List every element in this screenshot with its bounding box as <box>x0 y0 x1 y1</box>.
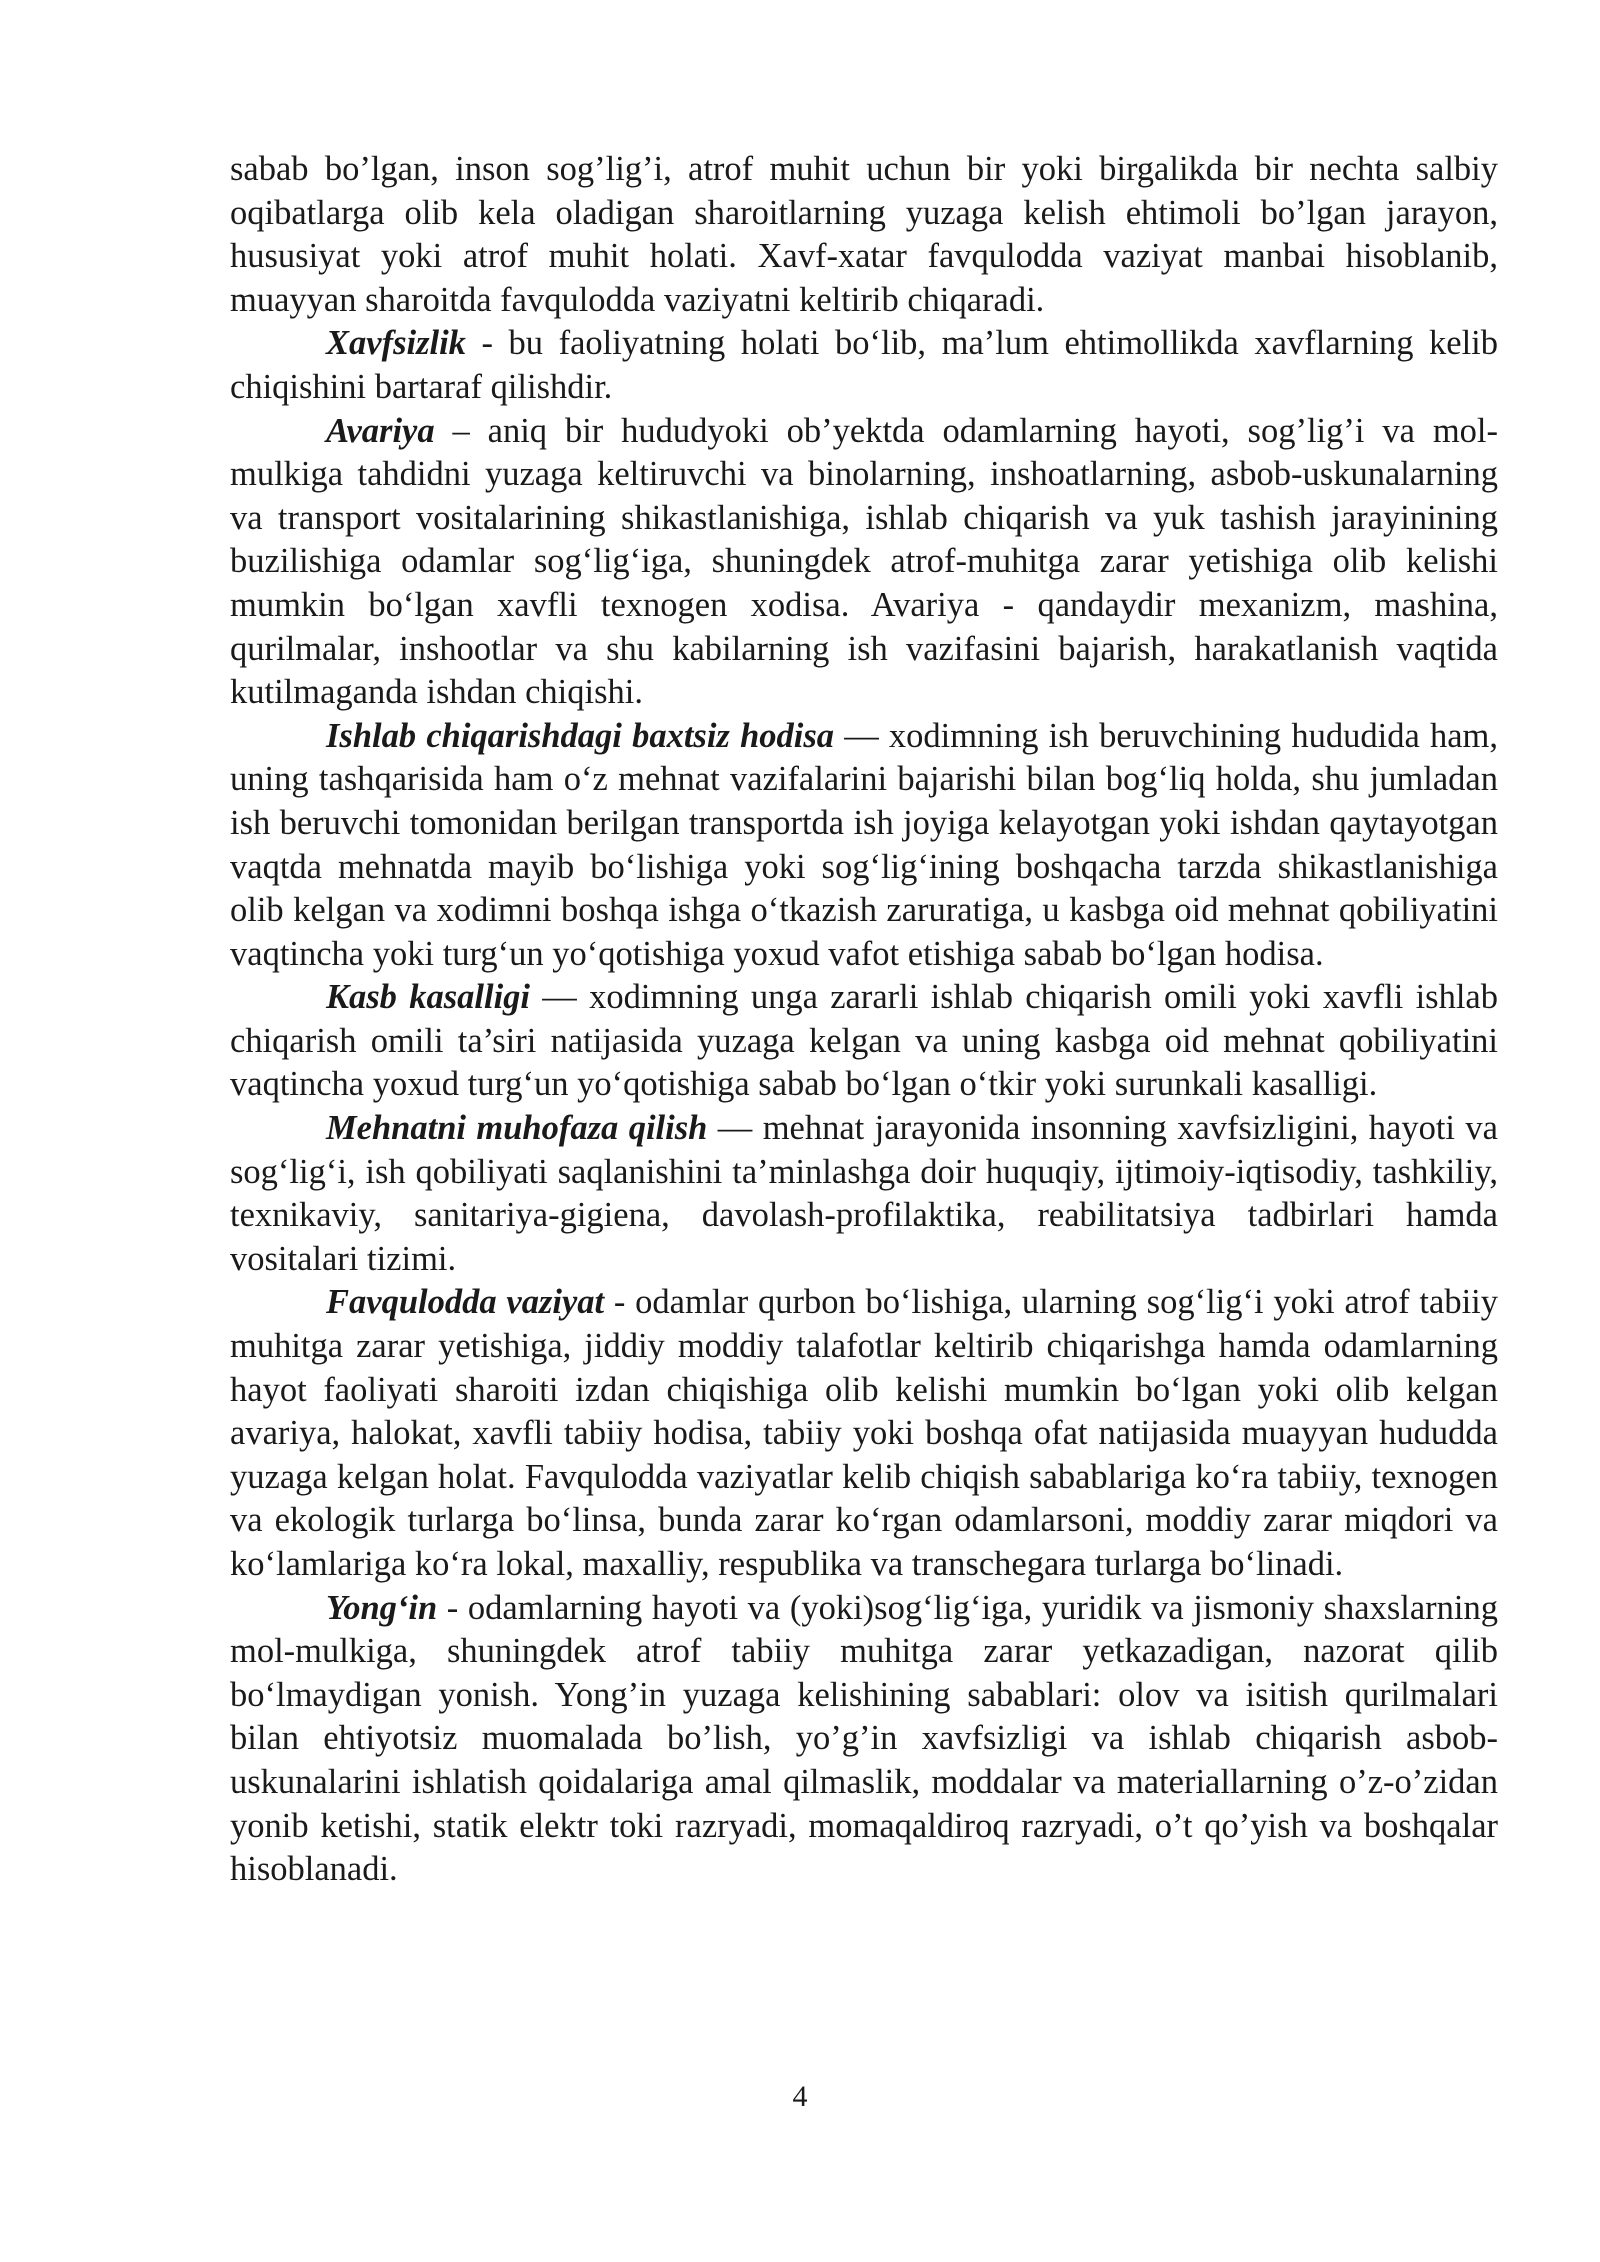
paragraph-baxtsiz-hodisa <box>230 715 1498 977</box>
paragraph-text: sabab bo’lgan, inson sog’lig’i, atrof muhit uchun bir yoki birgalikda bir nechta salbiy oqibatlarga olib kela oladigan sharoitlarning yuzaga kelish ehtimoli bo’lgan jarayon, hususiyat yoki atrof muhit holati. Xavf-xatar favqulodda vaziyat manbai hisoblanib, muayyan sharoitda favqulodda vaziyatni keltirib chiqaradi. <box>230 150 1498 319</box>
paragraph-kasb-kasalligi <box>230 976 1498 1107</box>
paragraph-yongin <box>230 1587 1498 1892</box>
paragraph-text: - bu faoliyatning holati bo‘lib, ma’lum ehtimollikda xavflarning kelib chiqishini bartaraf qilishdir. <box>230 324 1498 406</box>
term-kasb-kasalligi: Kasb kasalligi <box>326 978 530 1017</box>
paragraph-text: — xodimning unga zararli ishlab chiqarish omili yoki xavfli ishlab chiqarish omili ta’siri natijasida yuzaga kelgan va uning kasbga oid mehnat qobiliyatini vaqtincha yoxud turg‘un yo‘qotishiga sabab bo‘lgan o‘tkir yoki surunkali kasalligi. <box>230 978 1498 1104</box>
paragraph-avariya <box>230 410 1498 715</box>
paragraph-continuation <box>230 148 1498 322</box>
document-body <box>230 148 1498 1892</box>
paragraph-text: — xodimning ish beruvchining hududida ham, uning tashqarisida ham o‘z mehnat vazifalarini bajarishi bilan bog‘liq holda, shu jumladan ish beruvchi tomonidan berilgan transportda ish joyiga kelayotgan yoki ishdan qaytayotgan vaqtda mehnatda mayib bo‘lishiga yoki sog‘lig‘ining boshqacha tarzda shikastlanishiga olib kelgan va xodimni boshqa ishga o‘tkazish zaruratiga, u kasbga oid mehnat qobiliyatini vaqtincha yoki turg‘un yo‘qotishiga yoxud vafot etishiga sabab bo‘lgan hodisa. <box>230 716 1498 973</box>
paragraph-text: - odamlar qurbon bo‘lishiga, ularning sog‘lig‘i yoki atrof tabiiy muhitga zarar yetishiga, jiddiy moddiy talafotlar keltirib chiqarishga hamda odamlarning hayot faoliyati sharoiti izdan chiqishiga olib kelishi mumkin bo‘lgan yoki olib kelgan avariya, halokat, xavfli tabiiy hodisa, tabiiy yoki boshqa ofat natijasida muayyan hududda yuzaga kelgan holat. Favqulodda vaziyatlar kelib chiqish sabablariga ko‘ra tabiiy, texnogen va ekologik turlarga bo‘linsa, bunda zarar ko‘rgan odamlarsoni, moddiy zarar miqdori va ko‘lamlariga ko‘ra lokal, maxalliy, respublika va transchegara turlarga bo‘linadi. <box>230 1283 1498 1583</box>
page-number: 4 <box>792 2080 808 2113</box>
paragraph-text: — mehnat jarayonida insonning xavfsizligini, hayoti va sog‘lig‘i, ish qobiliyati saqlanishini ta’minlashga doir huquqiy, ijtimoiy-iqtisodiy, tashkiliy, texnikaviy, sanitariya-gigiena, davolash-profilaktika, reabilitatsiya tadbirlari hamda vositalari tizimi. <box>230 1109 1498 1278</box>
paragraph-xavfsizlik <box>230 322 1498 409</box>
term-yongin: Yong‘in <box>326 1588 438 1627</box>
paragraph-text: - odamlarning hayoti va (yoki)sog‘lig‘iga, yuridik va jismoniy shaxslarning mol-mulkiga, shuningdek atrof tabiiy muhitga zarar yetkazadigan, nazorat qilib bo‘lmaydigan yonish. Yong’in yuzaga kelishining sabablari: olov va isitish qurilmalari bilan ehtiyotsiz muomalada bo’lish, yo’g’in xavfsizligi va ishlab chiqarish asbob-uskunalarini ishlatish qoidalariga amal qilmaslik, moddalar va materiallarning o’z-o’zidan yonib ketishi, statik elektr toki razryadi, momaqaldiroq razryadi, o’t qo’yish va boshqalar hisoblanadi. <box>230 1588 1498 1889</box>
term-favqulodda-vaziyat: Favqulodda vaziyat <box>326 1283 605 1322</box>
paragraph-favqulodda-vaziyat <box>230 1281 1498 1586</box>
paragraph-text: – aniq bir hududyoki ob’yektda odamlarning hayoti, sog’lig’i va mol-mulkiga tahdidni yuzaga keltiruvchi va binolarning, inshoatlarning, asbob-uskunalarning va transport vositalarining shikastlanishiga, ishlab chiqarish va yuk tashish jarayinining buzilishiga odamlar sog‘lig‘iga, shuningdek atrof-muhitga zarar yetishiga olib kelishi mumkin bo‘lgan xavfli texnogen xodisa. Avariya - qandaydir mexanizm, mashina, qurilmalar, inshootlar va shu kabilarning ish vazifasini bajarish, harakatlanish vaqtida kutilmaganda ishdan chiqishi. <box>230 411 1498 712</box>
term-xavfsizlik: Xavfsizlik <box>326 324 466 363</box>
term-baxtsiz-hodisa: Ishlab chiqarishdagi baxtsiz hodisa <box>326 716 835 755</box>
term-avariya: Avariya <box>326 411 435 450</box>
term-mehnatni-muhofaza: Mehnatni muhofaza qilish <box>326 1109 708 1148</box>
paragraph-mehnatni-muhofaza <box>230 1107 1498 1281</box>
